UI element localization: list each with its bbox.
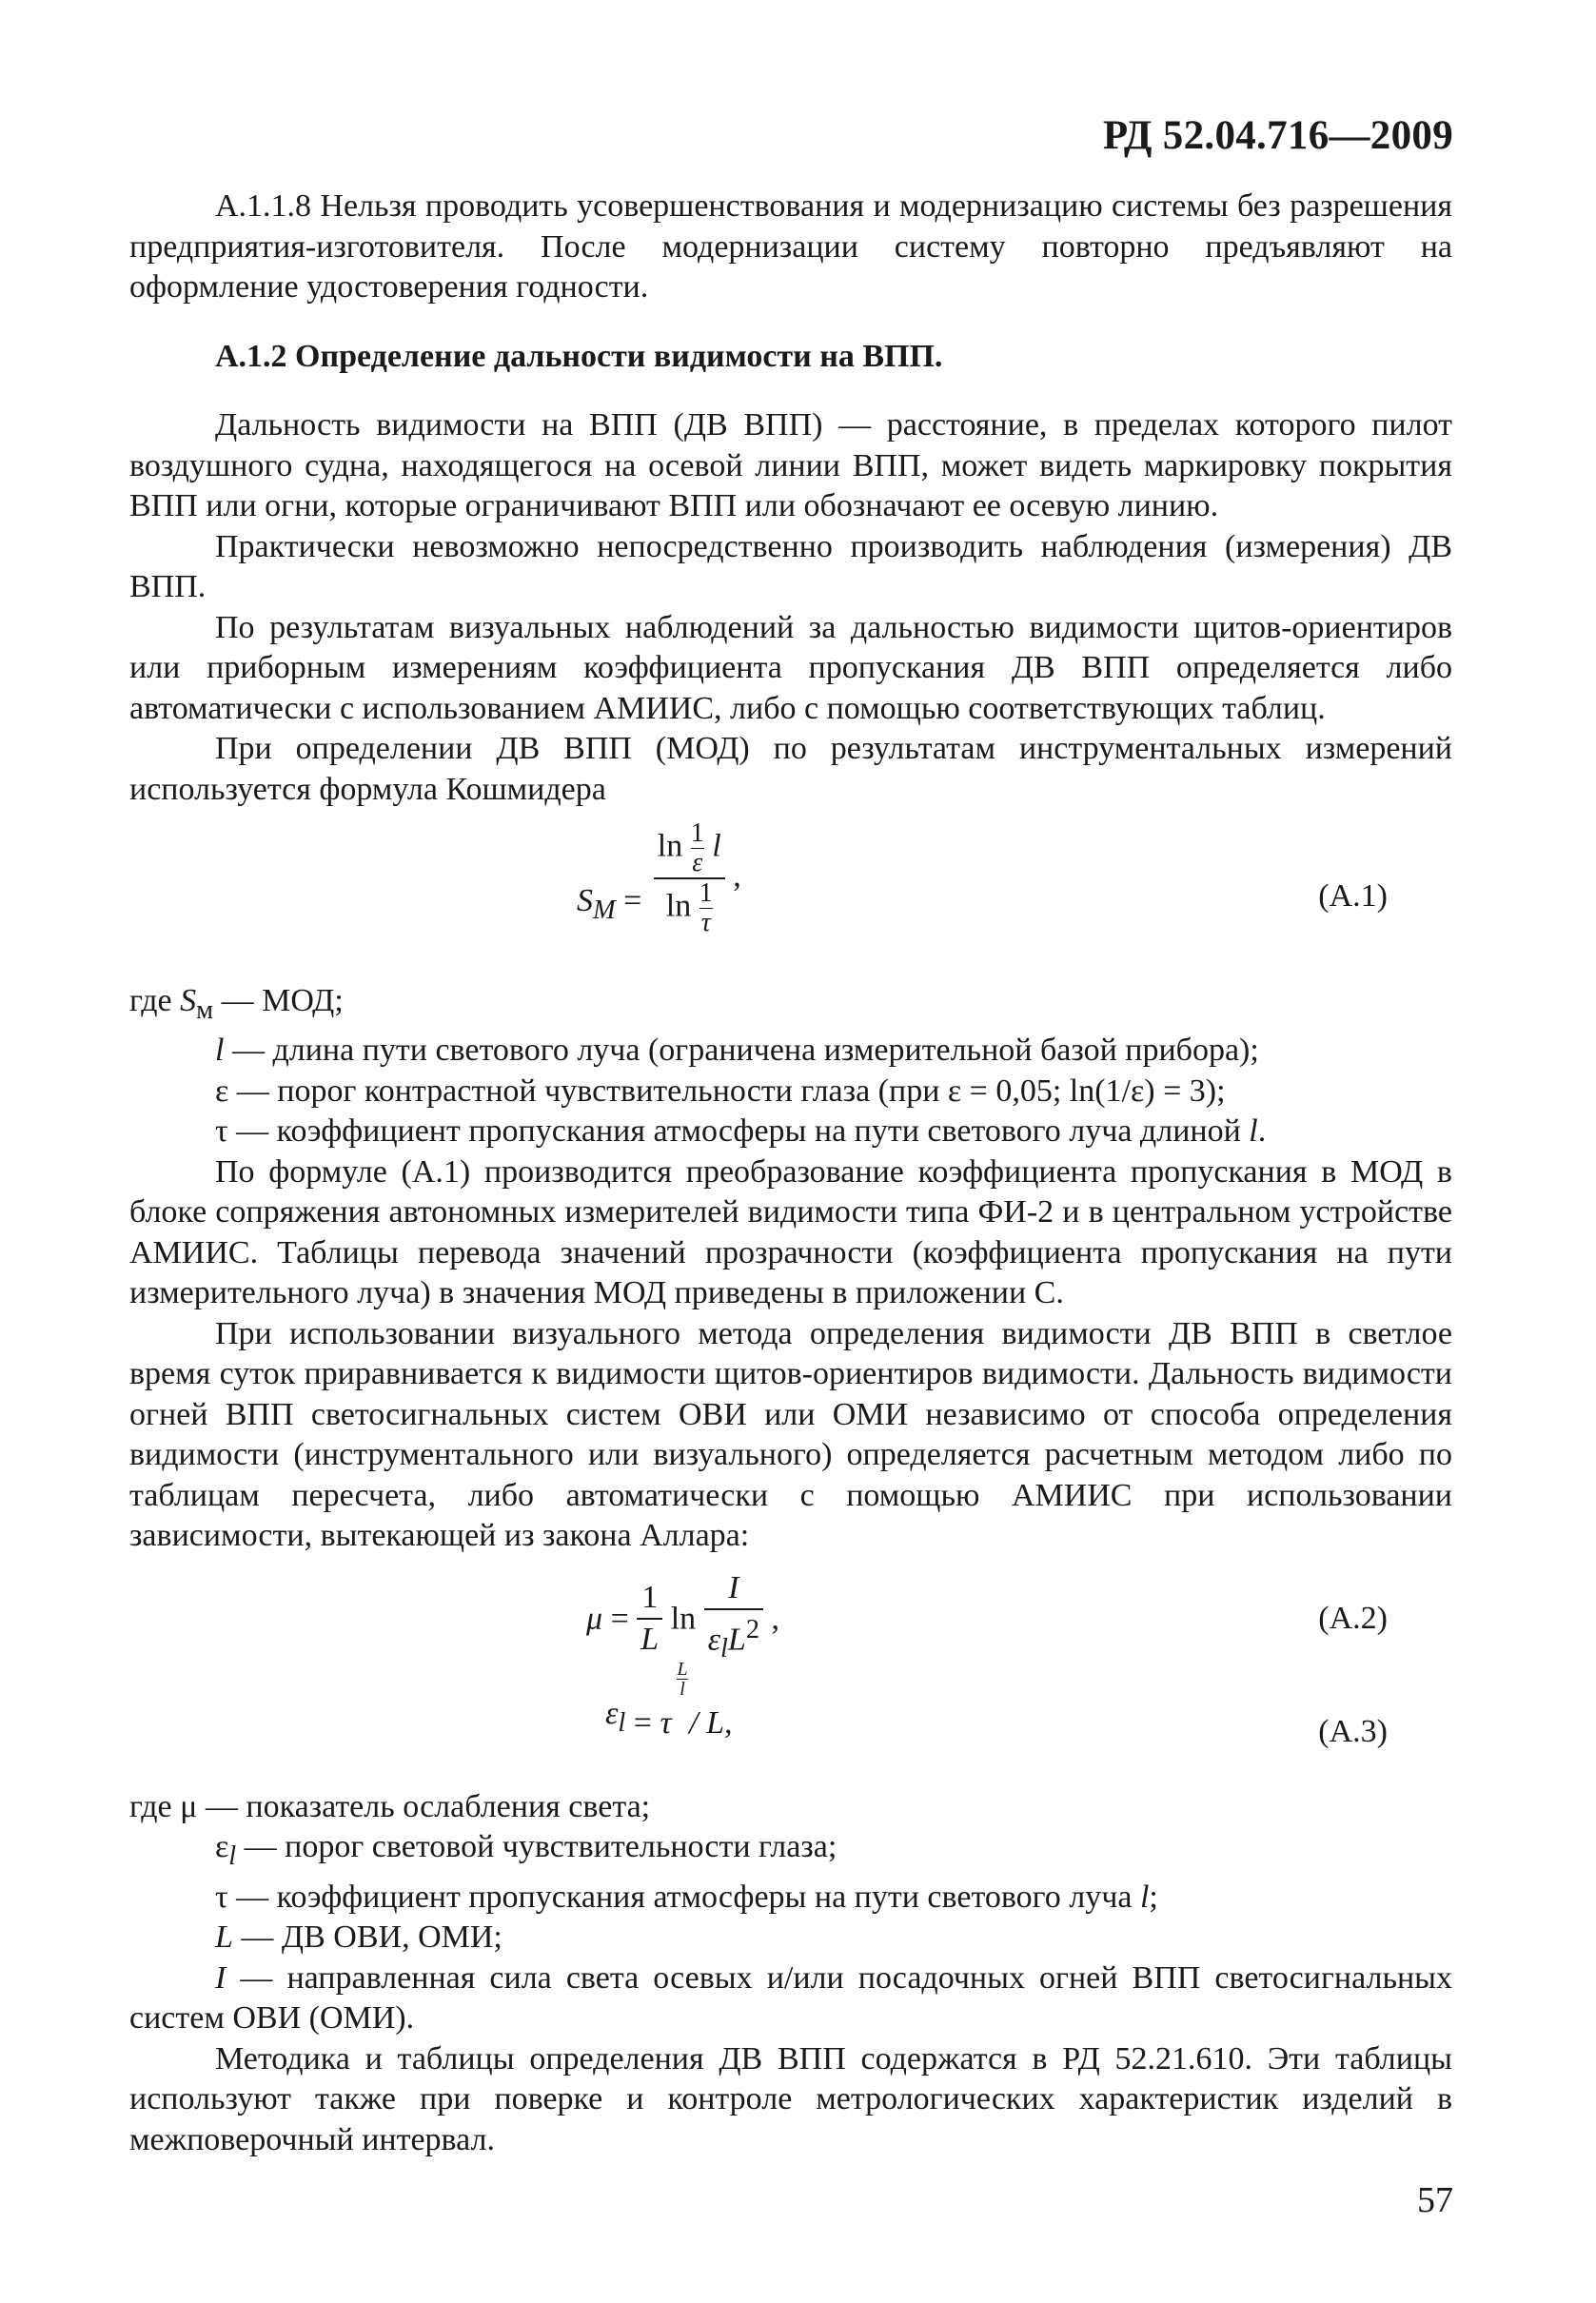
page-number: 57: [1417, 2180, 1453, 2220]
formula-a1-denominator: [662, 879, 717, 937]
formula-a3-tau: τ: [660, 1704, 672, 1741]
where-2-sub-1: l: [228, 1841, 237, 1872]
where-1-sym-0: S: [180, 983, 197, 1018]
where-2-text-2: — коэффициент пропускания атмосферы на пути светового луча: [227, 1879, 1140, 1915]
page-content: [129, 187, 1452, 2160]
where-2-sym-3: L: [215, 1919, 233, 1956]
formula-a1-body: [577, 816, 741, 937]
formula-a3-eps: ε: [605, 1695, 619, 1731]
formula-a2-frac-1l: [637, 1578, 662, 1661]
formula-a3-tau-power: [660, 1658, 688, 1744]
formula-a2-square: 2: [745, 1615, 760, 1645]
where-2-intro: где: [129, 1788, 172, 1824]
formula-a2: [129, 1563, 1452, 1675]
formula-a1-numerator: [654, 819, 725, 877]
formula-a3-exp-num: L: [677, 1658, 688, 1680]
paragraph-koschmieder-intro: При определении ДВ ВПП (МОД) по результатам инструментальных измерений используется формула Кошмидера: [129, 731, 1452, 807]
where-1-sym-2: ε: [215, 1073, 229, 1109]
formula-a2-eq: =: [610, 1601, 629, 1637]
where-2-tail-sym-2: l: [1139, 1879, 1150, 1915]
formula-a1-tau: τ: [700, 908, 711, 937]
where-1-tail-sym-3: l: [1249, 1113, 1258, 1150]
formula-a3-exp-den: l: [680, 1678, 685, 1700]
formula-a1-one-top: 1: [690, 818, 704, 848]
paragraph-methodology: Методика и таблицы определения ДВ ВПП содержатся в РД 52.21.610. Эти таблицы используют также при поверке и контроле метрологических характеристик изделий в межповерочный интервал.: [129, 2040, 1452, 2157]
formula-a3-tail: / L,: [689, 1704, 733, 1741]
where-1-tail-3: .: [1257, 1113, 1267, 1150]
formula-a1-number: (А.1): [1318, 877, 1388, 914]
formula-a1-fraction: [654, 819, 725, 937]
formula-a1: [129, 816, 1452, 977]
section-heading-a12: А.1.2 Определение дальности видимости на ВПП.: [215, 338, 943, 374]
formula-a1-one-bottom: 1: [699, 878, 713, 908]
where-1-sym-3: τ: [215, 1113, 228, 1150]
where-2-tail-2: ;: [1149, 1879, 1158, 1915]
where-list-1: [129, 981, 1452, 1031]
formula-a2-L: L: [640, 1622, 660, 1658]
where-2-text-0: — показатель ослабления света;: [197, 1788, 651, 1824]
formula-a1-ln-bottom: ln: [665, 888, 692, 924]
where-1-text-3: — коэффициент пропускания атмосферы на пути светового луча длиной: [227, 1113, 1250, 1150]
formula-a2-number: (А.2): [1318, 1600, 1388, 1636]
where-1-text-0: — МОД;: [213, 983, 344, 1018]
formula-a1-eps: ε: [692, 848, 703, 877]
where-2-item-4: [129, 1959, 1452, 2039]
where-2-text-4: — направленная сила света осевых и/или посадочных огней ВПП светосигнальных систем ОВИ (ОМИ).: [129, 1959, 1452, 2037]
formula-a1-lhs: S: [577, 882, 593, 918]
where-2-sym-0: μ: [180, 1788, 198, 1824]
formula-a2-mu: μ: [586, 1601, 603, 1637]
formula-a2-body: [586, 1568, 779, 1670]
where-1-item-3: [129, 1112, 1452, 1152]
where-1-sub-0: м: [196, 994, 214, 1025]
paragraph-results: По результатам визуальных наблюдений за дальностью видимости щитов-ориентиров или приборным измерениям коэффициента пропускания ДВ ВПП определяется либо автоматически с использованием АМИИС, либо с помощью соответствующих таблиц.: [129, 609, 1452, 726]
where-2-text-3: — ДВ ОВИ, ОМИ;: [232, 1919, 502, 1956]
paragraph-visual-method: При использовании визуального метода определения видимости ДВ ВПП в светлое время суток приравнивается к видимости щитов-ориентиров видимости. Дальность видимости огней ВПП светосигнальных систем ОВИ или ОМИ независимо от способа определения видимости (инструментального или визуального) определяется расчетным методом либо по таблицам пересчета, либо автоматически с помощью АМИИС при использовании зависимости, вытекающей из закона Аллара:: [129, 1315, 1452, 1554]
paragraph-a118: А.1.1.8 Нельзя проводить усовершенствования и модернизацию системы без разрешения предприятия-изготовителя. После модернизации систему повторно предъявляют на оформление удостоверения годности.: [129, 188, 1452, 305]
document-code: РД 52.04.716—2009: [1102, 113, 1453, 158]
formula-a2-L2: L: [727, 1622, 746, 1658]
formula-a3-lhs: [605, 1694, 625, 1743]
formula-a1-l: l: [712, 828, 721, 864]
formula-a2-frac-main: [704, 1568, 763, 1670]
formula-a3-exponent: [677, 1660, 687, 1699]
where-2-sym-4: I: [215, 1959, 227, 1996]
where-1-text-2: — порог контрастной чувствительности глаза (при ε = 0,05; ln(1/ε) = 3);: [228, 1073, 1226, 1109]
paragraph-conversion: По формуле (А.1) производится преобразование коэффициента пропускания в МОД в блоке сопряжения автономных измерителей видимости типа ФИ-2 и в центральном устройстве АМИИС. Таблицы перевода значений прозрачности (коэффициента пропускания на пути измерительного луча) в значения МОД приведены в приложении С.: [129, 1153, 1452, 1311]
where-1-intro: где: [129, 983, 172, 1018]
formula-a1-lhs-sub: М: [593, 895, 616, 925]
formula-a1-eq: =: [623, 882, 642, 918]
formula-a2-I: I: [728, 1569, 739, 1605]
formula-a1-comma: ,: [733, 857, 741, 894]
formula-a3: [129, 1658, 1452, 1783]
paragraph-definition: Дальность видимости на ВПП (ДВ ВПП) — расстояние, в пределах которого пилот воздушного судна, находящегося на осевой линии ВПП, может видеть маркировку покрытия ВПП или огни, которые ограничивают ВПП или обозначают ее осевую линию.: [129, 407, 1452, 523]
paragraph-impossible: Практически невозможно непосредственно производить наблюдения (измерения) ДВ ВПП.: [129, 528, 1452, 604]
formula-a3-eq: =: [633, 1704, 652, 1741]
formula-a1-inv-tau: [699, 879, 713, 937]
where-1-item-1: [129, 1031, 1452, 1072]
formula-a3-number: (А.3): [1318, 1713, 1388, 1749]
formula-a1-ln-top: ln: [657, 828, 683, 864]
where-2-text-1: — порог световой чувствительности глаза;: [236, 1829, 837, 1865]
formula-a1-inv-eps: [691, 819, 704, 877]
where-2-sym-2: τ: [215, 1879, 228, 1915]
where-2-sym-1: ε: [215, 1829, 229, 1865]
formula-a2-eps-sub: l: [720, 1634, 728, 1664]
where-2-item-2: [129, 1878, 1452, 1919]
formula-a2-ln: ln: [670, 1601, 697, 1637]
formula-a2-denominator: [704, 1610, 763, 1670]
formula-a2-one: 1: [641, 1579, 659, 1615]
formula-a2-comma: ,: [771, 1601, 780, 1637]
formula-a3-body: [605, 1658, 733, 1743]
where-2-item-1: [129, 1827, 1452, 1877]
where-1-text-1: — длина пути светового луча (ограничена измерительной базой прибора);: [224, 1033, 1259, 1069]
where-1-sym-1: l: [215, 1033, 225, 1069]
where-1-item-2: [129, 1072, 1452, 1112]
where-2-item-3: [129, 1918, 1452, 1959]
formula-a3-eps-sub: l: [618, 1707, 626, 1738]
formula-a2-eps: ε: [707, 1622, 721, 1658]
where-list-2: [129, 1787, 1452, 1828]
